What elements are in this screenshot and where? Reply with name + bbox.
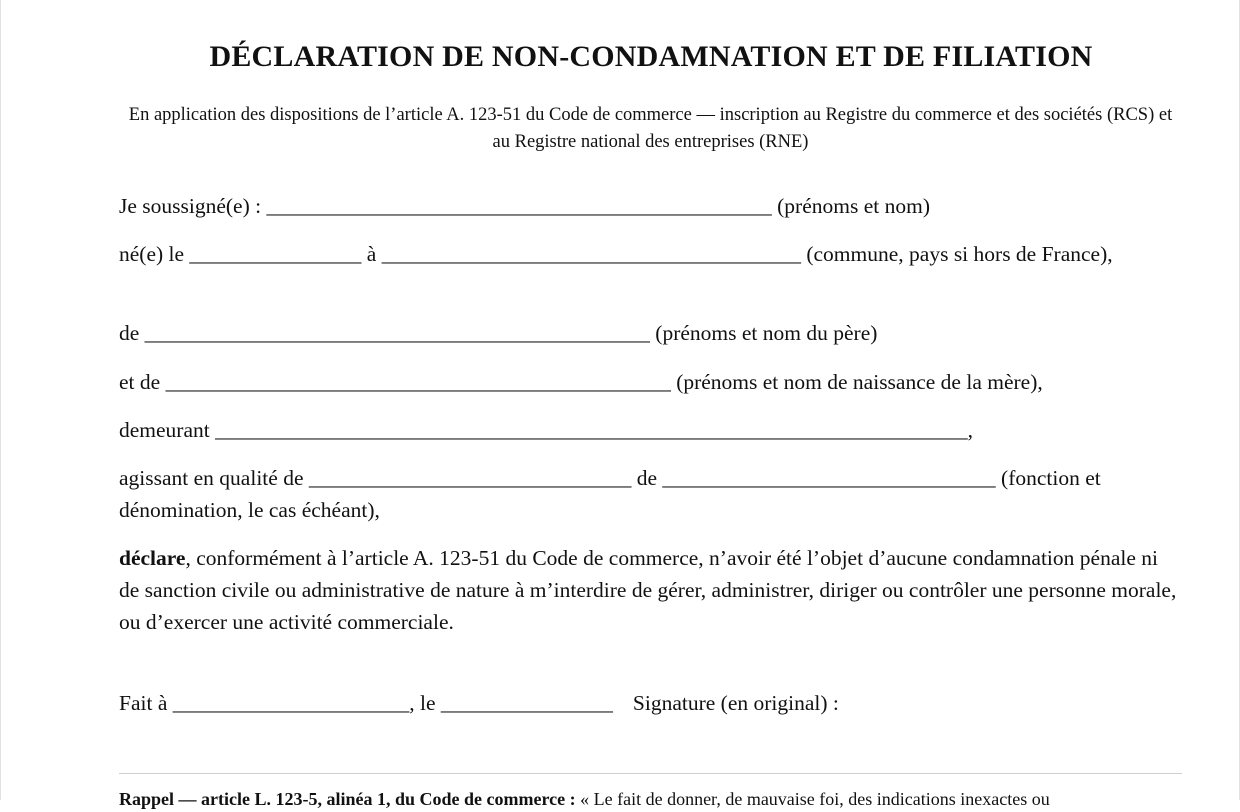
birth-place-hint: (commune, pays si hors de France), — [800, 242, 1113, 266]
document-subtitle: En application des dispositions de l’article A. 123-51 du Code de commerce — inscription au Registre du commerce et des sociétés (RCS) et au Registre national des entreprises (RNE) — [128, 105, 1173, 152]
mother-hint: (prénoms et nom de naissance de la mère), — [670, 370, 1043, 394]
father-hint: (prénoms et nom du père) — [649, 321, 878, 345]
footnote-reference: Rappel — article L. 123-5, alinéa 1, du Code de commerce : — [119, 789, 576, 809]
at-label: à — [361, 242, 382, 266]
declaration-paragraph — [119, 542, 1182, 638]
residence-line — [119, 414, 1182, 446]
father-name-blank: _______________________________________________ — [144, 321, 650, 345]
mother-line — [119, 366, 1182, 398]
birth-place-blank: _______________________________________ — [381, 242, 801, 266]
residence-suffix: , — [967, 418, 973, 442]
mother-name-blank: _______________________________________________ — [165, 370, 671, 394]
undersigned-label: Je soussigné(e) : — [119, 194, 267, 218]
declare-keyword: déclare — [119, 546, 186, 570]
name-hint: (prénoms et nom) — [771, 194, 930, 218]
address-blank: ______________________________________________________________________ — [215, 418, 968, 442]
residence-label: demeurant — [119, 418, 216, 442]
father-label: de — [119, 321, 145, 345]
capacity-line — [119, 462, 1182, 526]
made-at-label: Fait à — [119, 691, 173, 715]
undersigned-line — [119, 190, 1182, 222]
name-field-blank: _______________________________________________ — [266, 194, 772, 218]
footnote — [119, 786, 1182, 812]
birth-line — [119, 238, 1182, 270]
father-line — [119, 317, 1182, 349]
date-label: , le — [409, 691, 441, 715]
capacity-label: agissant en qualité de — [119, 466, 309, 490]
signature-label: Signature (en original) : — [632, 691, 839, 715]
signature-line — [119, 687, 1182, 719]
of-label: de — [631, 466, 663, 490]
entity-blank: _______________________________ — [662, 466, 996, 490]
mother-label: et de — [119, 370, 166, 394]
footnote-divider — [119, 773, 1182, 774]
signing-date-blank: ________________ — [440, 691, 613, 715]
footnote-text: « Le fait de donner, de mauvaise foi, des indications inexactes ou — [575, 789, 1050, 809]
birth-date-blank: ________________ — [189, 242, 362, 266]
signing-place-blank: ______________________ — [172, 691, 410, 715]
capacity-hint: (fonction et dénomination, le cas échéant), — [119, 466, 1101, 522]
role-blank: ______________________________ — [308, 466, 632, 490]
born-label: né(e) le — [119, 242, 190, 266]
declaration-text: , conformément à l’article A. 123-51 du Code de commerce, n’avoir été l’objet d’aucune condamnation pénale ni de sanction civile ou administrative de nature à m’interdire de gérer, administrer, diriger ou contrôler une personne morale, ou d’exercer une activité commerciale. — [119, 546, 1177, 634]
document-title: DÉCLARATION DE NON-CONDAMNATION ET DE FILIATION — [209, 40, 1093, 73]
